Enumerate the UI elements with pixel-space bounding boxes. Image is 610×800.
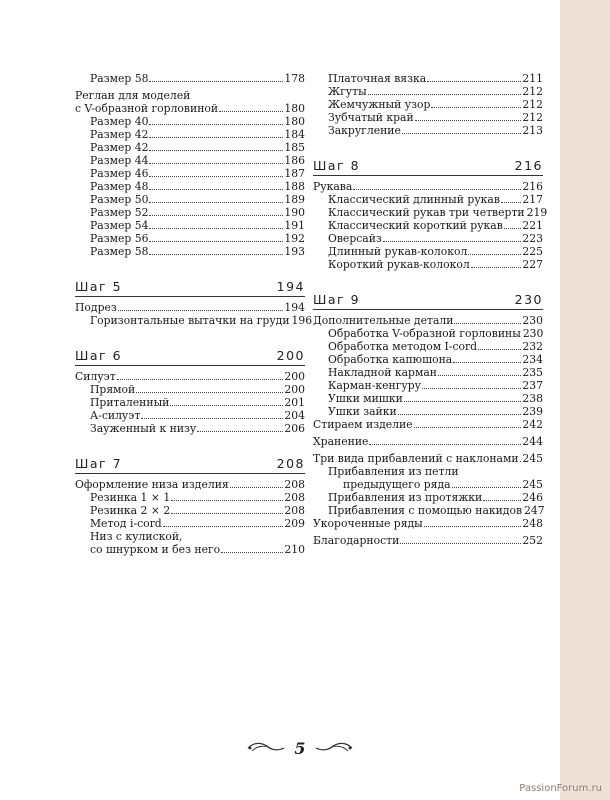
step-page-number: 200 xyxy=(276,348,305,363)
toc-entry-title: Приталенный xyxy=(90,396,170,409)
step-title: Шаг 6 xyxy=(75,348,123,363)
toc-entry-title: Закругление xyxy=(328,124,401,137)
toc-entry-title: Прибавления с помощью накидов xyxy=(328,504,523,517)
page-edge-band xyxy=(560,0,610,800)
toc-entry-page: 194 xyxy=(284,301,305,314)
toc-entry[interactable] xyxy=(313,478,543,491)
toc-entry-page: 180 xyxy=(284,102,305,115)
toc-entry[interactable] xyxy=(75,180,305,193)
toc-entry-title: Накладной карман xyxy=(328,366,437,379)
step-heading xyxy=(75,345,305,366)
toc-entry[interactable] xyxy=(75,167,305,180)
toc-entry-page: 252 xyxy=(522,534,543,547)
toc-entry[interactable] xyxy=(75,491,305,504)
toc-entry-page: 245 xyxy=(522,452,543,465)
toc-entry-page: 186 xyxy=(284,154,305,167)
step-title: Шаг 8 xyxy=(313,158,361,173)
toc-entry-title: Обработка методом I-cord xyxy=(328,340,478,353)
toc-entry-page: 238 xyxy=(522,392,543,405)
toc-entry-page: 247 xyxy=(524,504,545,517)
dot-leader xyxy=(197,430,283,432)
dot-leader xyxy=(149,123,283,125)
toc-entry-title: Горизонтальные вытачки на груди xyxy=(90,314,290,327)
toc-entry[interactable] xyxy=(75,128,305,141)
dot-leader xyxy=(452,486,522,488)
step-title: Шаг 5 xyxy=(75,279,123,294)
dot-leader xyxy=(163,525,284,527)
dot-leader xyxy=(471,266,522,268)
step-page-number: 194 xyxy=(276,279,305,294)
toc-entry-title: Рукава xyxy=(313,180,353,193)
dot-leader xyxy=(117,378,284,380)
toc-entry[interactable] xyxy=(75,206,305,219)
toc-entry[interactable] xyxy=(313,327,543,340)
toc-entry-title: Прибавления из петли xyxy=(328,465,459,478)
toc-entry[interactable] xyxy=(313,366,543,379)
dot-leader xyxy=(171,499,283,501)
toc-entry-title: Размер 56 xyxy=(90,232,149,245)
left-ornament-icon xyxy=(246,741,286,755)
dot-leader xyxy=(504,227,522,229)
dot-leader xyxy=(221,551,283,553)
toc-entry[interactable] xyxy=(75,409,305,422)
toc-entry[interactable] xyxy=(313,517,543,530)
dot-leader xyxy=(424,525,522,527)
toc-entry-page: 227 xyxy=(522,258,543,271)
dot-leader xyxy=(520,460,522,462)
toc-entry-page: 185 xyxy=(284,141,305,154)
toc-entry-page: 246 xyxy=(522,491,543,504)
toc-entry-page: 184 xyxy=(284,128,305,141)
toc-left-column xyxy=(75,72,313,556)
toc-entry[interactable] xyxy=(313,379,543,392)
toc-entry[interactable] xyxy=(75,517,305,530)
dot-leader xyxy=(149,175,283,177)
toc-entry-page: 212 xyxy=(522,111,543,124)
toc-entry-title: Дополнительные детали xyxy=(313,314,454,327)
toc-entry[interactable] xyxy=(313,245,543,258)
toc-entry[interactable] xyxy=(75,396,305,409)
toc-entry-page: 217 xyxy=(522,193,543,206)
toc-entry-page: 213 xyxy=(522,124,543,137)
toc-entry[interactable] xyxy=(313,340,543,353)
toc-entry[interactable] xyxy=(313,534,543,547)
toc-entry[interactable] xyxy=(75,543,305,556)
toc-entry-title: Подрез xyxy=(75,301,117,314)
toc-entry-page: 212 xyxy=(522,98,543,111)
dot-leader xyxy=(230,486,284,488)
toc-entry-title: Размер 58 xyxy=(90,72,149,85)
toc-entry-page: 191 xyxy=(284,219,305,232)
dot-leader xyxy=(369,443,521,445)
toc-entry-title: Платочная вязка xyxy=(328,72,427,85)
dot-leader xyxy=(383,240,522,242)
toc-entry-title: Три вида прибавлений с наклонами xyxy=(313,452,519,465)
toc-entry-page: 200 xyxy=(284,370,305,383)
step-heading xyxy=(75,453,305,474)
toc-entry-title: Жемчужный узор xyxy=(328,98,431,111)
toc-entry-page: 188 xyxy=(284,180,305,193)
toc-entry-page: 237 xyxy=(522,379,543,392)
toc-entry-page: 189 xyxy=(284,193,305,206)
toc-entry-title: с V-образной горловиной xyxy=(75,102,219,115)
toc-entry[interactable] xyxy=(75,530,305,543)
toc-entry-page: 208 xyxy=(284,504,305,517)
toc-entry[interactable] xyxy=(75,301,305,314)
toc-entry-page: 216 xyxy=(522,180,543,193)
toc-entry-page: 201 xyxy=(284,396,305,409)
step-page-number: 230 xyxy=(514,292,543,307)
spacer xyxy=(313,137,543,155)
toc-entry-page: 206 xyxy=(284,422,305,435)
toc-entry[interactable] xyxy=(75,219,305,232)
toc-entry-page: 230 xyxy=(522,314,543,327)
toc-entry-title: Размер 42 xyxy=(90,141,149,154)
toc-entry[interactable] xyxy=(75,141,305,154)
toc-entry-title: Резинка 1 × 1 xyxy=(90,491,171,504)
toc-entry-title: Обработка капюшона xyxy=(328,353,453,366)
toc-entry-title: предыдущего ряда xyxy=(343,478,451,491)
dot-leader xyxy=(141,417,283,419)
toc-entry-title: Прямой xyxy=(90,383,136,396)
toc-entry-page: 210 xyxy=(284,543,305,556)
toc-entry[interactable] xyxy=(313,98,543,111)
toc-entry[interactable] xyxy=(75,193,305,206)
toc-entry-title: Укороченные ряды xyxy=(313,517,423,530)
page-number: 5 xyxy=(294,738,306,758)
toc-entry-title: Классический длинный рукав xyxy=(328,193,500,206)
toc-entry-page: 242 xyxy=(522,418,543,431)
toc-entry[interactable] xyxy=(75,504,305,517)
toc-entry-page: 248 xyxy=(522,517,543,530)
dot-leader xyxy=(149,162,283,164)
toc-entry[interactable] xyxy=(313,111,543,124)
toc-entry-title: Размер 52 xyxy=(90,206,149,219)
toc-entry[interactable] xyxy=(313,206,548,219)
dot-leader xyxy=(368,93,522,95)
page-footer xyxy=(240,738,360,758)
toc-entry[interactable] xyxy=(313,124,543,137)
toc-entry[interactable] xyxy=(75,154,305,167)
dot-leader xyxy=(149,149,283,151)
toc-entry[interactable] xyxy=(313,392,543,405)
toc-entry-title: Оформление низа изделия xyxy=(75,478,229,491)
toc-entry-title: Размер 58 xyxy=(90,245,149,258)
toc-entry-title: А-силуэт xyxy=(90,409,141,422)
spacer xyxy=(75,258,305,276)
toc-entry[interactable] xyxy=(75,115,305,128)
toc-entry-page: 200 xyxy=(284,383,305,396)
dot-leader xyxy=(415,119,522,121)
dot-leader xyxy=(219,110,283,112)
toc-entry-page: 180 xyxy=(284,115,305,128)
step-title: Шаг 7 xyxy=(75,456,123,471)
toc-entry-title: Зубчатый край xyxy=(328,111,414,124)
toc-entry[interactable] xyxy=(75,102,305,115)
toc-entry[interactable] xyxy=(313,435,543,448)
toc-entry[interactable] xyxy=(75,245,305,258)
toc-entry[interactable] xyxy=(313,465,543,478)
toc-entry-title: со шнурком и без него xyxy=(90,543,221,556)
dot-leader xyxy=(402,132,522,134)
toc-entry-page: 235 xyxy=(522,366,543,379)
toc-entry[interactable] xyxy=(313,353,543,366)
right-ornament-icon xyxy=(314,741,354,755)
dot-leader xyxy=(353,188,521,190)
toc-entry-title: Хранение xyxy=(313,435,369,448)
toc-entry-title: Благодарности xyxy=(313,534,400,547)
dot-leader xyxy=(149,227,283,229)
dot-leader xyxy=(149,214,283,216)
toc-entry[interactable] xyxy=(75,72,305,85)
toc-entry-page: 232 xyxy=(522,340,543,353)
toc-right-column xyxy=(313,72,548,547)
dot-leader xyxy=(431,106,521,108)
toc-entry[interactable] xyxy=(313,219,543,232)
toc-entry-title: Размер 40 xyxy=(90,115,149,128)
dot-leader xyxy=(400,542,521,544)
step-page-number: 208 xyxy=(276,456,305,471)
toc-entry-title: Ушки зайки xyxy=(328,405,397,418)
toc-entry-title: Ушки мишки xyxy=(328,392,403,405)
toc-entry[interactable] xyxy=(75,232,305,245)
toc-entry-page: 212 xyxy=(522,85,543,98)
toc-entry[interactable] xyxy=(75,478,305,491)
toc-entry-page: 223 xyxy=(522,232,543,245)
toc-entry[interactable] xyxy=(313,72,543,85)
toc-entry-page: 192 xyxy=(284,232,305,245)
toc-entry[interactable] xyxy=(313,418,543,431)
dot-leader xyxy=(149,188,283,190)
dot-leader xyxy=(453,361,521,363)
toc-entry-page: 193 xyxy=(284,245,305,258)
dot-leader xyxy=(414,426,522,428)
spacer xyxy=(75,327,305,345)
toc-entry-title: Размер 44 xyxy=(90,154,149,167)
dot-leader xyxy=(468,253,521,255)
toc-entry[interactable] xyxy=(313,504,543,517)
dot-leader xyxy=(438,374,521,376)
toc-entry-title: Стираем изделие xyxy=(313,418,413,431)
toc-entry-title: Короткий рукав-колокол xyxy=(328,258,470,271)
spacer xyxy=(313,271,543,289)
toc-entry-title: Карман-кенгуру xyxy=(328,379,421,392)
toc-entry-title: Реглан для моделей xyxy=(75,89,191,102)
step-title: Шаг 9 xyxy=(313,292,361,307)
spacer xyxy=(75,435,305,453)
toc-entry-page: 208 xyxy=(284,478,305,491)
dot-leader xyxy=(483,499,521,501)
toc-entry-title: Длинный рукав-колокол xyxy=(328,245,468,258)
toc-entry-page: 221 xyxy=(522,219,543,232)
toc-entry-title: Размер 42 xyxy=(90,128,149,141)
toc-entry[interactable] xyxy=(313,232,543,245)
dot-leader xyxy=(170,404,283,406)
toc-entry[interactable] xyxy=(313,85,543,98)
toc-entry-title: Метод i-cord xyxy=(90,517,162,530)
dot-leader xyxy=(171,512,283,514)
dot-leader xyxy=(454,322,521,324)
toc-entry-page: 208 xyxy=(284,491,305,504)
toc-entry[interactable] xyxy=(313,405,543,418)
toc-entry-page: 190 xyxy=(284,206,305,219)
step-page-number: 216 xyxy=(514,158,543,173)
toc-entry-page: 219 xyxy=(526,206,548,219)
dot-leader xyxy=(149,253,283,255)
toc-entry-title: Размер 50 xyxy=(90,193,149,206)
toc-entry-title: Жгуты xyxy=(328,85,367,98)
toc-entry[interactable] xyxy=(313,491,543,504)
toc-entry-title: Резинка 2 × 2 xyxy=(90,504,171,517)
dot-leader xyxy=(501,201,521,203)
toc-entry-page: 211 xyxy=(522,72,543,85)
toc-entry-title: Классический рукав три четверти xyxy=(328,206,525,219)
toc-entry[interactable] xyxy=(75,422,305,435)
toc-entry[interactable] xyxy=(313,258,543,271)
toc-entry-page: 230 xyxy=(522,327,544,340)
toc-entry[interactable] xyxy=(75,370,305,383)
dot-leader xyxy=(478,348,521,350)
toc-entry-page: 239 xyxy=(522,405,543,418)
toc-entry-title: Классический короткий рукав xyxy=(328,219,503,232)
toc-entry-title: Размер 48 xyxy=(90,180,149,193)
dot-leader xyxy=(149,80,283,82)
toc-entry-title: Оверсайз xyxy=(328,232,382,245)
toc-entry[interactable] xyxy=(313,452,543,465)
step-heading xyxy=(313,155,543,176)
toc-entry-title: Обработка V-образной горловины xyxy=(328,327,521,340)
step-heading xyxy=(75,276,305,297)
toc-entry-page: 187 xyxy=(284,167,305,180)
toc-entry-page: 209 xyxy=(284,517,305,530)
toc-entry[interactable] xyxy=(313,314,543,327)
toc-entry-title: Зауженный к низу xyxy=(90,422,197,435)
toc-entry-page: 234 xyxy=(522,353,543,366)
toc-entry[interactable] xyxy=(313,193,543,206)
toc-entry[interactable] xyxy=(75,383,305,396)
dot-leader xyxy=(149,240,283,242)
dot-leader xyxy=(149,136,283,138)
toc-entry[interactable] xyxy=(75,314,313,327)
toc-entry[interactable] xyxy=(75,89,305,102)
toc-entry-page: 204 xyxy=(284,409,305,422)
dot-leader xyxy=(422,387,521,389)
toc-entry-title: Прибавления из протяжки xyxy=(328,491,483,504)
toc-entry-page: 244 xyxy=(522,435,543,448)
toc-entry-page: 196 xyxy=(291,314,313,327)
toc-entry-title: Низ с кулиской, xyxy=(90,530,183,543)
toc-entry-title: Размер 46 xyxy=(90,167,149,180)
dot-leader xyxy=(136,391,283,393)
toc-entry[interactable] xyxy=(313,180,543,193)
toc-entry-page: 178 xyxy=(284,72,305,85)
watermark: PassionForum.ru xyxy=(519,783,602,794)
step-heading xyxy=(313,289,543,310)
dot-leader xyxy=(398,413,522,415)
dot-leader xyxy=(427,80,521,82)
toc-entry-title: Размер 54 xyxy=(90,219,149,232)
toc-entry-title: Силуэт xyxy=(75,370,116,383)
toc-entry-page: 245 xyxy=(522,478,543,491)
dot-leader xyxy=(404,400,522,402)
toc-entry-page: 225 xyxy=(522,245,543,258)
dot-leader xyxy=(149,201,283,203)
dot-leader xyxy=(118,309,284,311)
